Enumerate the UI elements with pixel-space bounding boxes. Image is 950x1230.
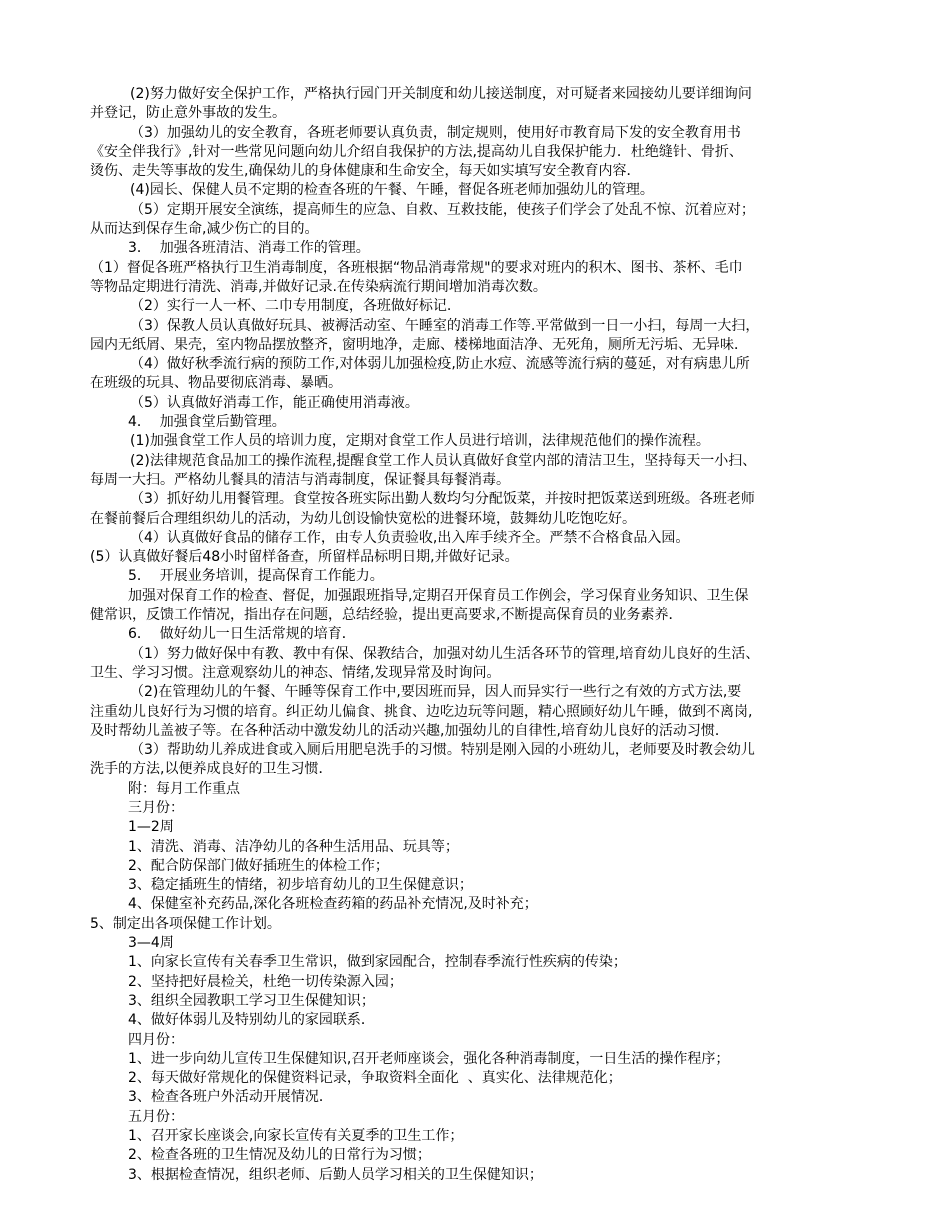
text-line: 从而达到保存生命,减少伤亡的目的。 bbox=[90, 221, 319, 238]
text-line: 3、稳定插班生的情绪，初步培育幼儿的卫生保健意识； bbox=[128, 877, 473, 894]
text-line: 1、进一步向幼儿宣传卫生保健知识,召开老师座谈会，强化各种消毒制度，一日生活的操作程序； bbox=[128, 1050, 730, 1067]
text-line: 注重幼儿良好行为习惯的培育。纠正幼儿偏食、挑食、边吃边玩等问题，精心照顾好幼儿午睡，做到不离岗, bbox=[90, 703, 753, 720]
text-line: （4）做好秋季流行病的预防工作,对体弱儿加强检疫,防止水痘、流感等流行病的蔓延，对有病患儿所 bbox=[130, 356, 750, 373]
text-line: 2、坚持把好晨检关，杜绝一切传染源入园； bbox=[128, 973, 403, 990]
text-line: (1)加强食堂工作人员的培训力度，定期对食堂工作人员进行培训，法律规范他们的操作流程。 bbox=[130, 433, 710, 450]
text-line: 2、配合防保部门做好插班生的体检工作； bbox=[128, 857, 389, 874]
text-line: 三月份： bbox=[128, 799, 184, 816]
text-line: （1）努力做好保中有教、教中有保、保教结合，加强对幼儿生活各环节的管理,培育幼儿良好的生活、 bbox=[130, 645, 760, 662]
text-line: 健常识，反馈工作情况，指出存在问题，总结经验，提出更高要求,不断提高保育员的业务素养． bbox=[90, 607, 683, 624]
text-line: （1）督促各班严格执行卫生消毒制度，各班根据“物品消毒常规"的要求对班内的积木、图书、茶杯、毛巾 bbox=[90, 259, 743, 276]
text-line: 附：每月工作重点 bbox=[128, 780, 240, 797]
text-line: (2)法律规范食品加工的操作流程,提醒食堂工作人员认真做好食堂内部的清洁卫生，坚持每天一小扫、 bbox=[130, 452, 757, 469]
text-line: 加强对保育工作的检查、督促，加强跟班指导,定期召开保育员工作例会，学习保育业务知识、卫生保 bbox=[128, 587, 749, 604]
text-line: 在餐前餐后合理组织幼儿的活动，为幼儿创设愉快宽松的进餐环境，鼓舞幼儿吃饱吃好。 bbox=[90, 510, 636, 527]
text-line: 等物品定期进行清洗、消毒,并做好记录.在传染病流行期间增加消毒次数。 bbox=[90, 278, 547, 295]
text-line: （2)在管理幼儿的午餐、午睡等保育工作中,要因班而异，因人而异实行一些行之有效的方式方法,要 bbox=[130, 684, 742, 701]
text-line: 6． 做好幼儿一日生活常规的培育． bbox=[128, 626, 356, 643]
text-line: 《安全伴我行》,针对一些常见问题向幼儿介绍自我保护的方法,提高幼儿自我保护能力．杜绝缝针、骨折、 bbox=[90, 143, 743, 160]
text-line: （4）认真做好食品的储存工作，由专人负责验收,出入库手续齐全。严禁不合格食品入园。 bbox=[130, 529, 690, 546]
document-body bbox=[90, 85, 862, 1185]
text-line: 2、检查各班的卫生情况及幼儿的日常行为习惯； bbox=[128, 1147, 431, 1164]
text-line: （3）保教人员认真做好玩具、被褥活动室、午睡室的消毒工作等.平常做到一日一小扫，每周一大扫， bbox=[130, 317, 760, 334]
text-line: 5、制定出各项保健工作计划。 bbox=[90, 915, 281, 932]
text-line: 4． 加强食堂后勤管理。 bbox=[128, 414, 286, 431]
text-line: （5）定期开展安全演练，提高师生的应急、自救、互救技能，使孩子们学会了处乱不惊、沉着应对； bbox=[130, 201, 755, 218]
text-line: （3）帮助幼儿养成进食或入厕后用肥皂洗手的习惯。特别是刚入园的小班幼儿，老师要及时教会幼儿 bbox=[130, 742, 755, 759]
text-line: 四月份： bbox=[128, 1031, 184, 1048]
text-line: 并登记，防止意外事故的发生。 bbox=[90, 105, 286, 122]
text-line: (5）认真做好餐后48小时留样备查，所留样品标明日期,并做好记录。 bbox=[90, 549, 519, 566]
text-line: 3、组织全园教职工学习卫生保健知识； bbox=[128, 992, 375, 1009]
text-line: (4)园长、保健人员不定期的检查各班的午餐、午睡，督促各班老师加强幼儿的管理。 bbox=[130, 182, 654, 199]
text-line: (2)努力做好安全保护工作，严格执行园门开关制度和幼儿接送制度，对可疑者来园接幼儿要详细询问 bbox=[130, 86, 752, 102]
text-line: 1—2周 bbox=[128, 819, 174, 836]
text-line: 2、每天做好常规化的保健资料记录，争取资料全面化 、真实化、法律规范化； bbox=[128, 1070, 622, 1087]
text-line: 5． 开展业务培训，提高保育工作能力。 bbox=[128, 568, 384, 585]
text-line: （3）加强幼儿的安全教育，各班老师要认真负责，制定规则，使用好市教育局下发的安全教育用书 bbox=[130, 124, 741, 141]
text-line: 4、保健室补充药品,深化各班检查药箱的药品补充情况,及时补充； bbox=[128, 896, 538, 913]
text-line: 1、召开家长座谈会,向家长宣传有关夏季的卫生工作； bbox=[128, 1128, 464, 1145]
text-line: 3、根据检查情况，组织老师、后勤人员学习相关的卫生保健知识； bbox=[128, 1166, 543, 1183]
text-line: 4、做好体弱儿及特别幼儿的家园联系． bbox=[128, 1012, 375, 1029]
text-line: 3、检查各班户外活动开展情况． bbox=[128, 1089, 333, 1106]
text-line: 1、清洗、消毒、洁净幼儿的各种生活用品、玩具等； bbox=[128, 838, 459, 855]
text-line: 园内无纸屑、果壳，室内物品摆放整齐，窗明地净，走廊、楼梯地面洁净、无死角，厕所无污垢、无异味． bbox=[90, 336, 748, 353]
text-line: 五月份： bbox=[128, 1108, 184, 1125]
text-line: 洗手的方法,以便养成良好的卫生习惯． bbox=[90, 761, 333, 778]
text-line: 每周一大扫。严格幼儿餐具的清洁与消毒制度，保证餐具每餐消毒。 bbox=[90, 471, 510, 488]
text-line: 烫伤、走失等事故的发生,确保幼儿的身体健康和生命安全，每天如实填写安全教育内容． bbox=[90, 163, 641, 180]
text-line: （2）实行一人一杯、二巾专用制度，各班做好标记. bbox=[130, 298, 452, 315]
text-line: 3． 加强各班清洁、消毒工作的管理。 bbox=[128, 240, 370, 257]
text-line: 3—4周 bbox=[128, 935, 174, 952]
text-line: 1、向家长宣传有关春季卫生常识，做到家园配合，控制春季流行性疾病的传染； bbox=[128, 954, 627, 971]
text-line: （5）认真做好消毒工作，能正确使用消毒液。 bbox=[130, 394, 419, 411]
text-line: 及时帮幼儿盖被子等。在各种活动中激发幼儿的活动兴趣,加强幼儿的自律性,培育幼儿良好的活动习惯． bbox=[90, 722, 729, 739]
text-line: （3）抓好幼儿用餐管理。食堂按各班实际出勤人数均匀分配饭菜，并按时把饭菜送到班级。各班老师 bbox=[130, 491, 755, 508]
text-line: 在班级的玩具、物品要彻底消毒、暴晒。 bbox=[90, 375, 342, 392]
text-line: 卫生、学习习惯。注意观察幼儿的神态、情绪,发现异常及时询问。 bbox=[90, 664, 501, 681]
